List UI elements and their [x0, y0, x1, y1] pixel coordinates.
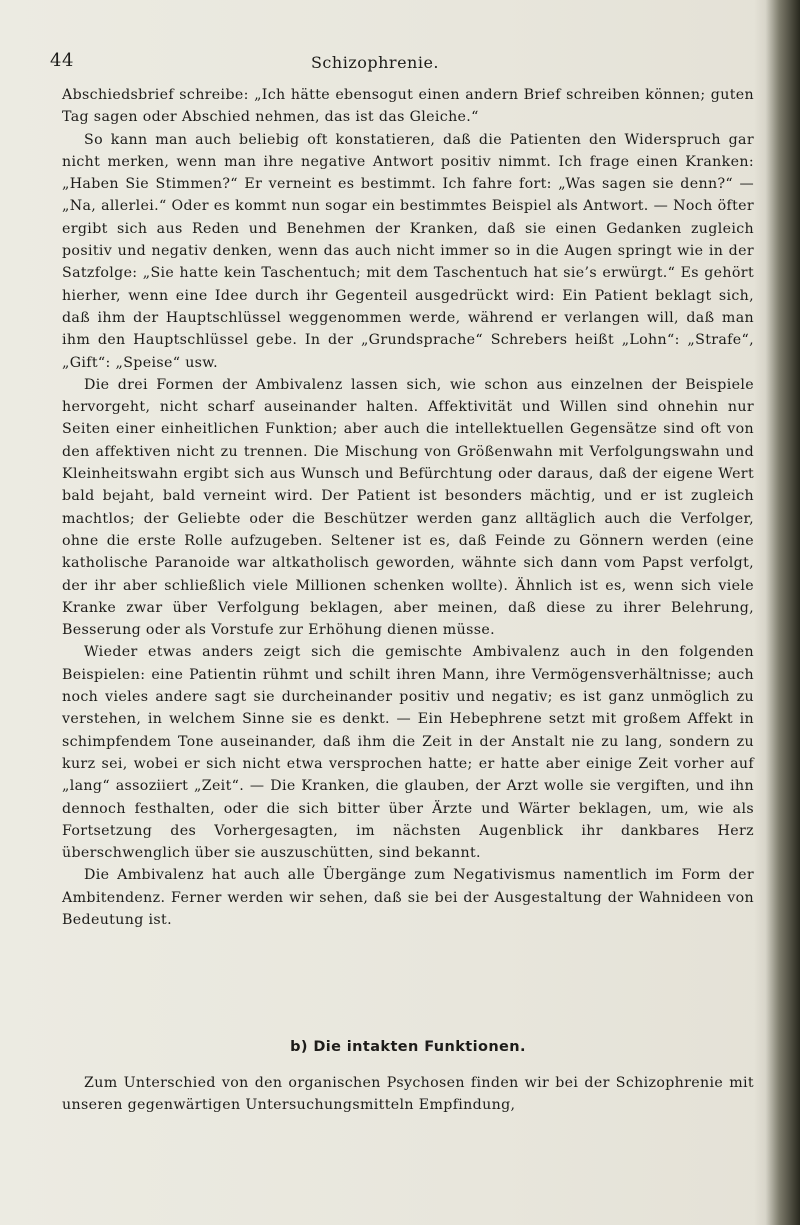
page-header	[50, 50, 700, 76]
section-heading: b) Die intakten Funktionen.	[290, 1039, 526, 1055]
paragraph: Die drei Formen der Ambivalenz lassen sich, wie schon aus einzelnen der Beispiele hervorgeht, nicht scharf auseinander halten. Affektivität und Willen sind ohnehin nur Seiten einer einheitlichen Funktion; aber auch die intellektuellen Gegensätze sind oft von den affektiven nicht zu trennen. Die Mischung von Größenwahn mit Verfolgungswahn und Kleinheitswahn ergibt sich aus Wunsch und Befürchtung oder daraus, daß der eigene Wert bald bejaht, bald verneint wird. Der Patient ist besonders mächtig, und er ist zugleich machtlos; der Geliebte oder die Beschützer werden ganz alltäglich auch die Verfolger, ohne die erste Rolle aufzugeben. Seltener ist es, daß Feinde zu Gönnern werden (eine katholische Paranoide war altkatholisch geworden, wähnte sich dann vom Papst verfolgt, der ihr aber schließlich viele Millionen schenken wollte). Ähnlich ist es, wenn sich viele Kranke zwar über Verfolgung beklagen, aber meinen, daß diese zu ihrer Belehrung, Besserung oder als Vorstufe zur Erhöhung dienen müsse.	[62, 376, 754, 639]
paragraph: So kann man auch beliebig oft konstatieren, daß die Patienten den Widerspruch gar nicht merken, wenn man ihre negative Antwort positiv nimmt. Ich frage einen Kranken: „Haben Sie Stimmen?“ Er verneint es bestimmt. Ich fahre fort: „Was sagen sie denn?“ — „Na, allerlei.“ Oder es kommt nun sogar ein bestimmtes Beispiel als Antwort. — Noch öfter ergibt sich aus Reden und Benehmen der Kranken, daß sie einen Gedanken zugleich positiv und negativ denken, wenn das auch nicht immer so in die Augen springt wie in der Satzfolge: „Sie hatte kein Taschentuch; mit dem Taschentuch hat sie’s erwürgt.“ Es gehört hierher, wenn eine Idee durch ihr Gegenteil ausgedrückt wird: Ein Patient beklagt sich, daß ihm der Hauptschlüssel weggenommen werde, während er verlangen will, daß man ihm den Hauptschlüssel gebe. In der „Grundsprache“ Schrebers heißt „Lohn“: „Strafe“, „Gift“: „Speise“ usw.	[62, 131, 754, 371]
page-edge-shadow	[754, 0, 800, 1225]
page-number: 44	[50, 50, 74, 71]
section-text	[62, 1072, 754, 1116]
paragraph: Die Ambivalenz hat auch alle Übergänge zum Negativismus namentlich im Form der Ambitendenz. Ferner werden wir sehen, daß sie bei der Ausgestaltung der Wahnideen von Bedeutung ist.	[62, 867, 754, 928]
paragraph: Zum Unterschied von den organischen Psychosen finden wir bei der Schizophrenie mit unseren gegenwärtigen Untersuchungsmitteln Empfindung,	[62, 1075, 754, 1113]
body-text	[62, 84, 754, 931]
running-head: Schizophrenie.	[310, 53, 440, 72]
paragraph: Wieder etwas anders zeigt sich die gemischte Ambivalenz auch in den folgenden Beispielen: eine Patientin rühmt und schilt ihren Mann, ihre Vermögensverhältnisse; auch noch vieles andere sagt sie durcheinander positiv und negativ; es ist ganz unmöglich zu verstehen, in welchem Sinne sie es denkt. — Ein Hebephrene setzt mit großem Affekt in schimpfendem Tone auseinander, daß ihm die Zeit in der Anstalt nie zu lang, sondern zu kurz sei, wobei er sich nicht etwa versprochen hatte; er hatte aber einige Zeit vorher auf „lang“ assoziiert „Zeit“. — Die Kranken, die glauben, der Arzt wolle sie vergiften, und ihn dennoch festhalten, oder die sich bitter über Ärzte und Wärter beklagen, um, wie als Fortsetzung des Vorhergesagten, im nächsten Augenblick ihr dankbares Herz überschwenglich über sie auszuschütten, sind bekannt.	[62, 644, 754, 862]
paragraph: Abschiedsbrief schreibe: „Ich hätte ebensogut einen andern Brief schreiben können; guten Tag sagen oder Abschied nehmen, das ist das Gleiche.“	[62, 87, 754, 126]
